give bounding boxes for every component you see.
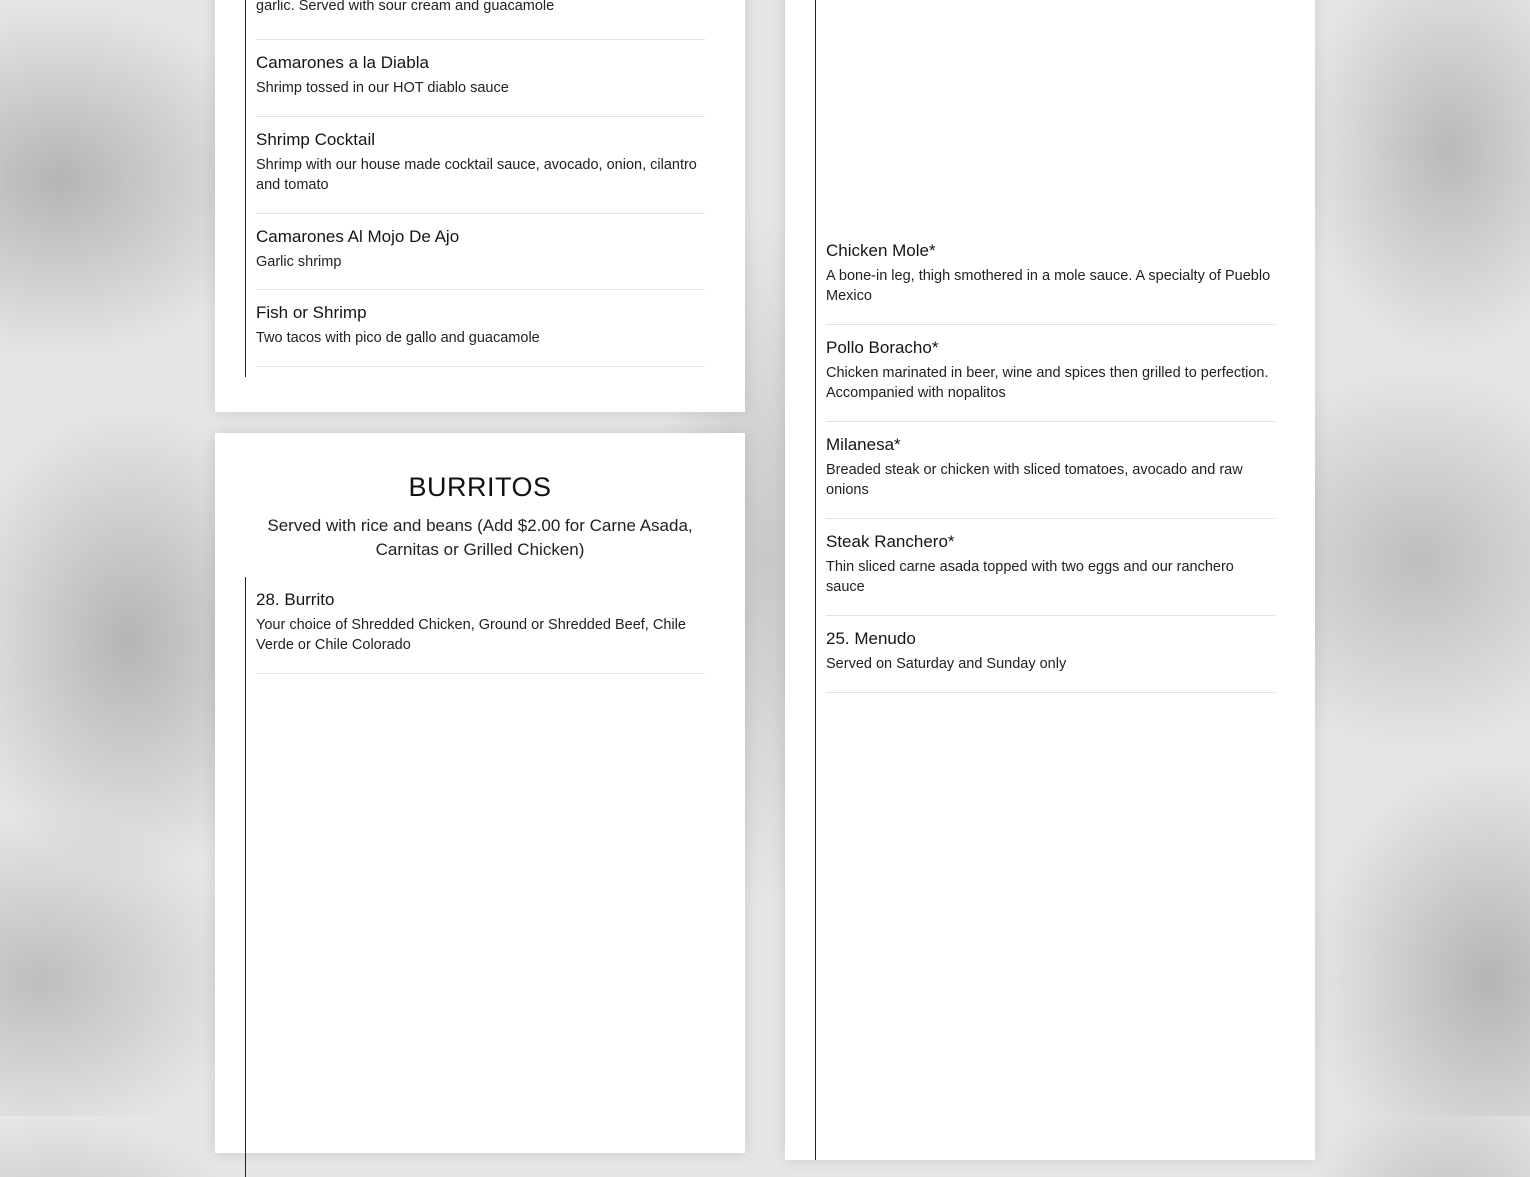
menu-item-name: Steak Ranchero* [826,532,955,551]
menu-item [256,129,705,195]
section-title: BURRITOS [408,472,552,502]
menu-item-description: Thin sliced carne asada topped with two eggs and our ranchero sauce [826,559,1234,595]
menu-item-separator [826,615,1275,616]
menu-item-description: Shrimp tossed in our HOT diablo sauce [256,80,509,96]
menu-item-name: Fish or Shrimp [256,303,367,322]
menu-item-separator [256,289,705,290]
menu-item-description: Served on Saturday and Sunday only [826,656,1067,672]
menu-item-separator [256,116,705,117]
menu-item-description: Chicken marinated in beer, wine and spices then grilled to perfection. Accompanied with nopalitos [826,365,1269,401]
menu-item-separator [826,421,1275,422]
menu-item-description: garlic. Served with sour cream and guacamole [256,0,555,14]
menu-item-description: Two tacos with pico de gallo and guacamole [256,330,540,346]
platillos-menu-panel [785,0,1315,1160]
menu-item-name: Milanesa* [826,435,901,454]
menu-list-divider [245,577,246,1177]
menu-item [256,52,705,98]
section-subtitle: Served with rice and beans (Add $2.00 for Carne Asada, Carnitas or Grilled Chicken) [267,516,693,559]
menu-list-divider [815,0,816,1160]
menu-item [826,434,1275,500]
menu-item-name: Chicken Mole* [826,241,936,260]
burritos-menu-panel [215,433,745,1153]
menu-item-description: A bone-in leg, thigh smothered in a mole sauce. A specialty of Pueblo Mexico [826,268,1271,304]
menu-item-name: Shrimp Cocktail [256,130,376,149]
menu-item-separator [826,692,1275,693]
menu-list-divider [245,0,246,377]
menu-item [256,589,705,655]
menu-item-separator [256,39,705,40]
menu-item-name: 28. Burrito [256,590,335,609]
menu-item-name: Pollo Boracho* [826,338,939,357]
menu-item-name: 25. Menudo [826,629,916,648]
menu-item-separator [826,324,1275,325]
menu-item-description: Shrimp with our house made cocktail sauce, avocado, onion, cilantro and tomato [256,157,697,193]
menu-item [256,302,705,348]
menu-item-separator [256,213,705,214]
menu-item [826,240,1275,306]
menu-item [826,531,1275,597]
menu-item-separator [256,366,705,367]
menu-item [256,0,705,16]
menu-item-description: Your choice of Shredded Chicken, Ground or Shredded Beef, Chile Verde or Chile Colorado [256,617,686,653]
menu-item [826,337,1275,403]
menu-item-separator [826,518,1275,519]
menu-item [256,226,705,272]
seafood-menu-panel [215,0,745,412]
menu-item-name: Camarones Al Mojo De Ajo [256,227,460,246]
menu-item [826,628,1275,674]
menu-item-name: Camarones a la Diabla [256,53,429,72]
menu-item-description: Breaded steak or chicken with sliced tomatoes, avocado and raw onions [826,462,1243,498]
menu-item-description: Garlic shrimp [256,254,342,270]
menu-item-separator [256,673,705,674]
